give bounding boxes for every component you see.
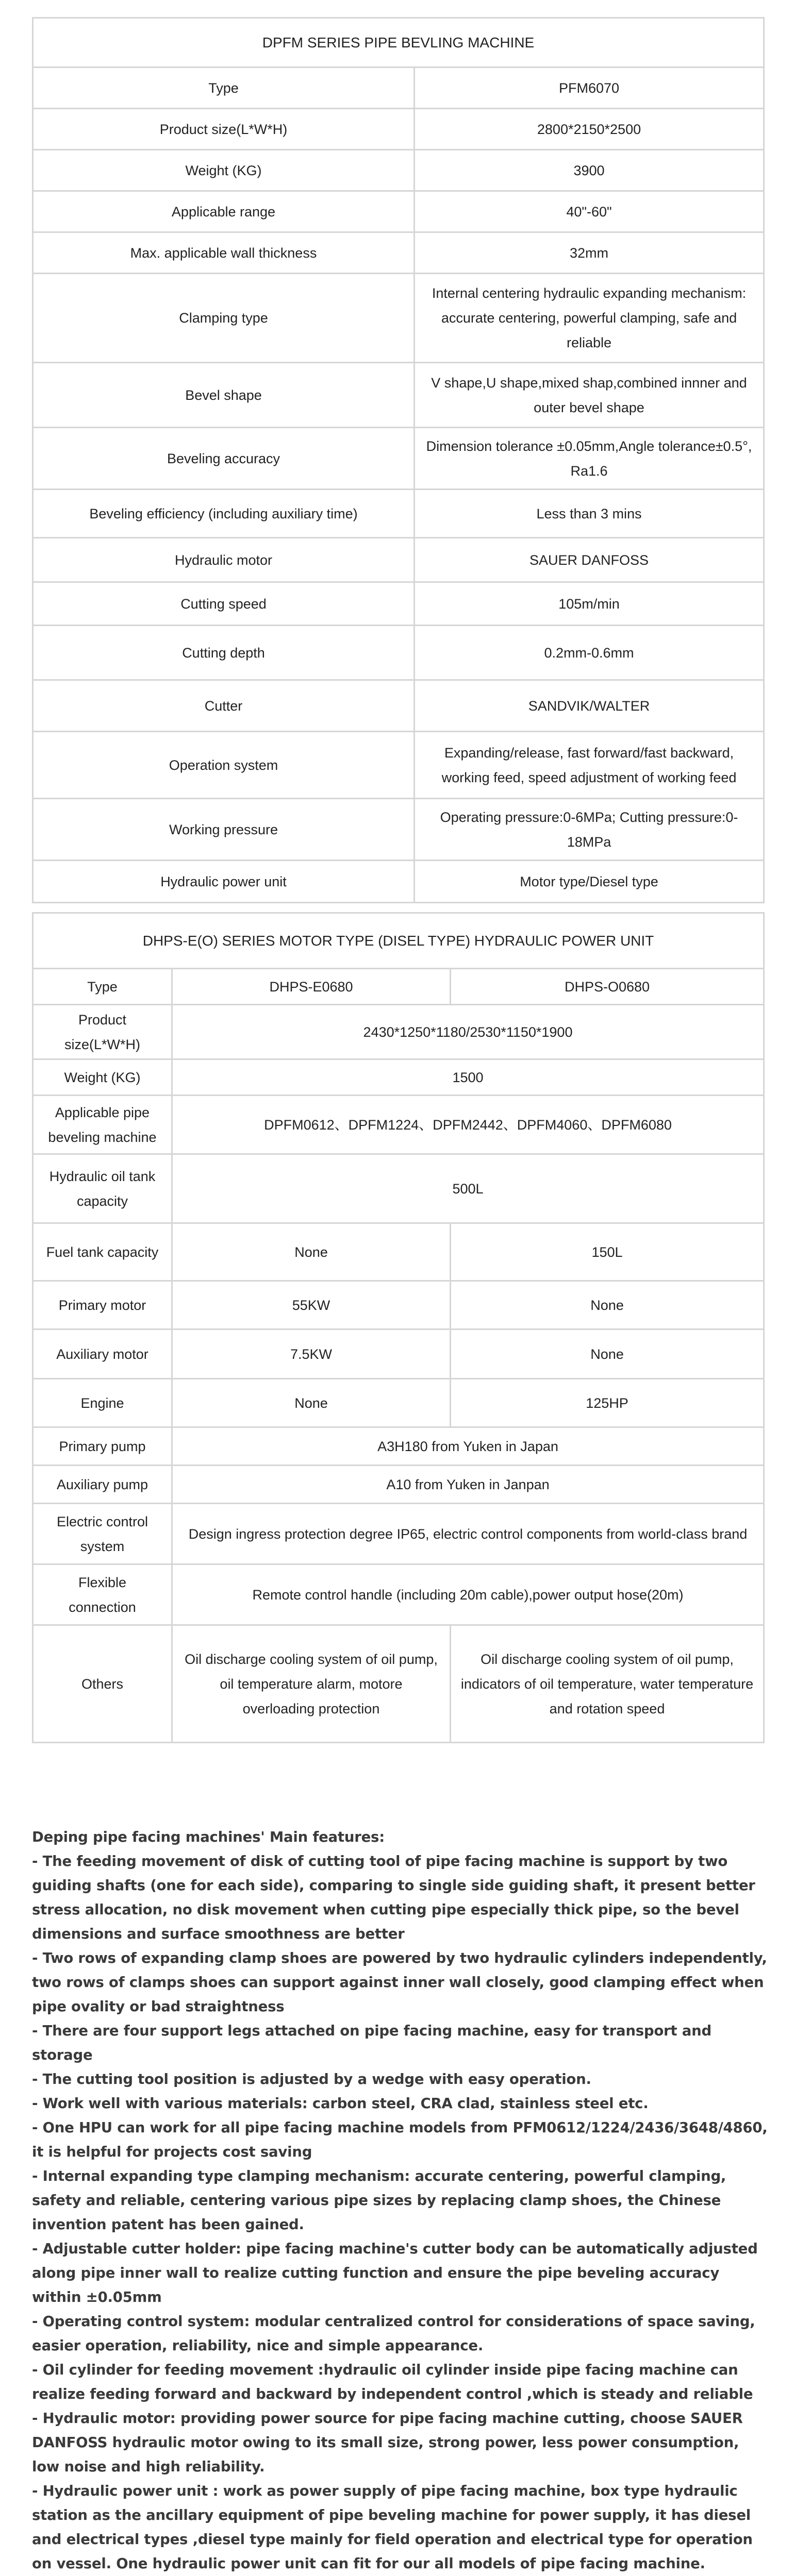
row-label: Hydraulic oil tank capacity [33,1154,172,1223]
table-header-row [33,969,764,1005]
e-type-header: DHPS-E0680 [172,969,451,1005]
row-label: Clamping type [33,274,415,363]
row-label: Applicable range [33,191,415,232]
o-value: Oil discharge cooling system of oil pump, indicators of oil temperature, water temperature and rotation speed [451,1625,764,1743]
feature-item: - One HPU can work for all pipe facing machine models from PFM0612/1224/2436/3648/4860, it is helpful for projects cost saving [32,2119,768,2160]
row-value: 32mm [415,232,764,274]
e-value: None [172,1379,451,1427]
row-value: 2800*2150*2500 [415,109,764,150]
row-label: Electric control system [33,1504,172,1564]
table-row [33,232,764,274]
table-title-row [33,913,764,969]
e-value: Oil discharge cooling system of oil pump, oil temperature alarm, motore overloading protection [172,1625,451,1743]
row-label: Product size(L*W*H) [33,1005,172,1059]
table-row [33,1096,764,1154]
table-row [33,109,764,150]
row-value: A3H180 from Yuken in Japan [172,1427,764,1466]
table-row [33,1059,764,1096]
table-row [33,1564,764,1625]
row-value: SANDVIK/WALTER [415,680,764,732]
e-value: 55KW [172,1281,451,1329]
o-value: None [451,1281,764,1329]
table-row [33,582,764,626]
row-label: Operation system [33,732,415,799]
row-value: Dimension tolerance ±0.05mm,Angle tolerance±0.5°, Ra1.6 [415,428,764,490]
row-label: Primary motor [33,1281,172,1329]
o-type-header: DHPS-O0680 [451,969,764,1005]
o-value: 150L [451,1223,764,1281]
row-label: Bevel shape [33,363,415,428]
row-value: SAUER DANFOSS [415,538,764,582]
row-value: 500L [172,1154,764,1223]
row-label: Primary pump [33,1427,172,1466]
row-label: Weight (KG) [33,150,415,191]
table-row [33,363,764,428]
table-row [33,1223,764,1281]
table-row [33,799,764,861]
feature-item: - Hydraulic motor: providing power source for pipe facing machine cutting, choose SAUER DANFOSS hydraulic motor owing to its small size, strong power, less power consumption, low noise and high reliability. [32,2410,743,2475]
feature-item: - Oil cylinder for feeding movement :hydraulic oil cylinder inside pipe facing machine can realize feeding forward and backward by independent control ,which is steady and reliable [32,2362,753,2402]
row-value: Motor type/Diesel type [415,861,764,903]
table-row [33,1625,764,1743]
main-features-section [32,1825,769,2576]
o-value: 125HP [451,1379,764,1427]
row-value: Design ingress protection degree IP65, electric control components from world-class brand [172,1504,764,1564]
row-label: Max. applicable wall thickness [33,232,415,274]
table-title: DPFM SERIES PIPE BEVLING MACHINE [33,18,764,68]
table-row [33,732,764,799]
row-value: Internal centering hydraulic expanding mechanism: accurate centering, powerful clamping, safe and reliable [415,274,764,363]
table-row [33,1466,764,1504]
row-label: Engine [33,1379,172,1427]
row-label: Applicable pipe beveling machine [33,1096,172,1154]
row-label: Hydraulic motor [33,538,415,582]
table-row [33,1379,764,1427]
feature-item: - Operating control system: modular centralized control for considerations of space saving, easier operation, reliability, nice and simple appearance. [32,2313,755,2354]
row-value: 0.2mm-0.6mm [415,626,764,680]
row-label: Fuel tank capacity [33,1223,172,1281]
row-value: 2430*1250*1180/2530*1150*1900 [172,1005,764,1059]
e-value: 7.5KW [172,1329,451,1379]
row-label: Flexible connection [33,1564,172,1625]
table-row [33,68,764,109]
row-value: Operating pressure:0-6MPa; Cutting pressure:0-18MPa [415,799,764,861]
row-value: 3900 [415,150,764,191]
table-row [33,428,764,490]
table-row [33,1504,764,1564]
feature-item: - Two rows of expanding clamp shoes are powered by two hydraulic cylinders independently, two rows of clamps shoes can support against inner wall closely, good clamping effect when pipe ovality or bad straightness [32,1950,767,2015]
table-row [33,1281,764,1329]
row-value: 105m/min [415,582,764,626]
table-row [33,490,764,538]
row-value: Less than 3 mins [415,490,764,538]
table-row [33,274,764,363]
table-row [33,1005,764,1059]
row-label: Cutter [33,680,415,732]
row-label: Cutting depth [33,626,415,680]
row-label: Type [33,969,172,1005]
row-label: Beveling accuracy [33,428,415,490]
row-label: Cutting speed [33,582,415,626]
row-label: Beveling efficiency (including auxiliary time) [33,490,415,538]
table-row [33,191,764,232]
row-value: PFM6070 [415,68,764,109]
table-row [33,626,764,680]
row-value: V shape,U shape,mixed shap,combined innner and outer bevel shape [415,363,764,428]
o-value: None [451,1329,764,1379]
feature-item: - Hydraulic power unit : work as power supply of pipe facing machine, box type hydraulic station as the ancillary equipment of pipe beveling machine for power supply, it has diesel and electrical types ,diesel type mainly for field operation and electrical type for operation on vessel. One hydraulic power unit can fit for our all models of pipe facing machine. [32,2483,753,2572]
table-row [33,150,764,191]
row-value: 1500 [172,1059,764,1096]
pipe-beveling-machine-spec-table [32,17,765,903]
feature-item: - There are four support legs attached on pipe facing machine, easy for transport and storage [32,2023,712,2063]
row-label: Hydraulic power unit [33,861,415,903]
e-value: None [172,1223,451,1281]
row-value: Remote control handle (including 20m cable),power output hose(20m) [172,1564,764,1625]
table-row [33,861,764,903]
row-value: 40"-60" [415,191,764,232]
table-row [33,680,764,732]
features-heading: Deping pipe facing machines' Main features: [32,1829,385,1845]
row-value: DPFM0612、DPFM1224、DPFM2442、DPFM4060、DPFM6080 [172,1096,764,1154]
row-value: Expanding/release, fast forward/fast backward, working feed, speed adjustment of working feed [415,732,764,799]
table-title: DHPS-E(O) SERIES MOTOR TYPE (DISEL TYPE) HYDRAULIC POWER UNIT [33,913,764,969]
row-label: Product size(L*W*H) [33,109,415,150]
table-row [33,1427,764,1466]
feature-item: - The feeding movement of disk of cutting tool of pipe facing machine is support by two guiding shafts (one for each side), comparing to single side guiding shaft, it present better stress allocation, no disk movement when cutting pipe especially thick pipe, so the bevel dimensions and surface smoothness are better [32,1853,755,1942]
table-row [33,1154,764,1223]
feature-item: - Adjustable cutter holder: pipe facing machine's cutter body can be automatically adjusted along pipe inner wall to realize cutting function and ensure the pipe beveling accuracy within ±0.05mm [32,2241,758,2305]
row-label: Others [33,1625,172,1743]
row-label: Weight (KG) [33,1059,172,1096]
row-label: Auxiliary motor [33,1329,172,1379]
row-value: A10 from Yuken in Janpan [172,1466,764,1504]
feature-item: - Internal expanding type clamping mechanism: accurate centering, powerful clamping, safety and reliable, centering various pipe sizes by replacing clamp shoes, the Chinese invention patent has been gained. [32,2168,726,2233]
row-label: Auxiliary pump [33,1466,172,1504]
feature-item: - The cutting tool position is adjusted by a wedge with easy operation. [32,2071,591,2087]
hydraulic-power-unit-spec-table [32,912,765,1743]
table-title-row [33,18,764,68]
table-row [33,1329,764,1379]
row-label: Working pressure [33,799,415,861]
feature-item: - Work well with various materials: carbon steel, CRA clad, stainless steel etc. [32,2095,649,2112]
table-row [33,538,764,582]
row-label: Type [33,68,415,109]
